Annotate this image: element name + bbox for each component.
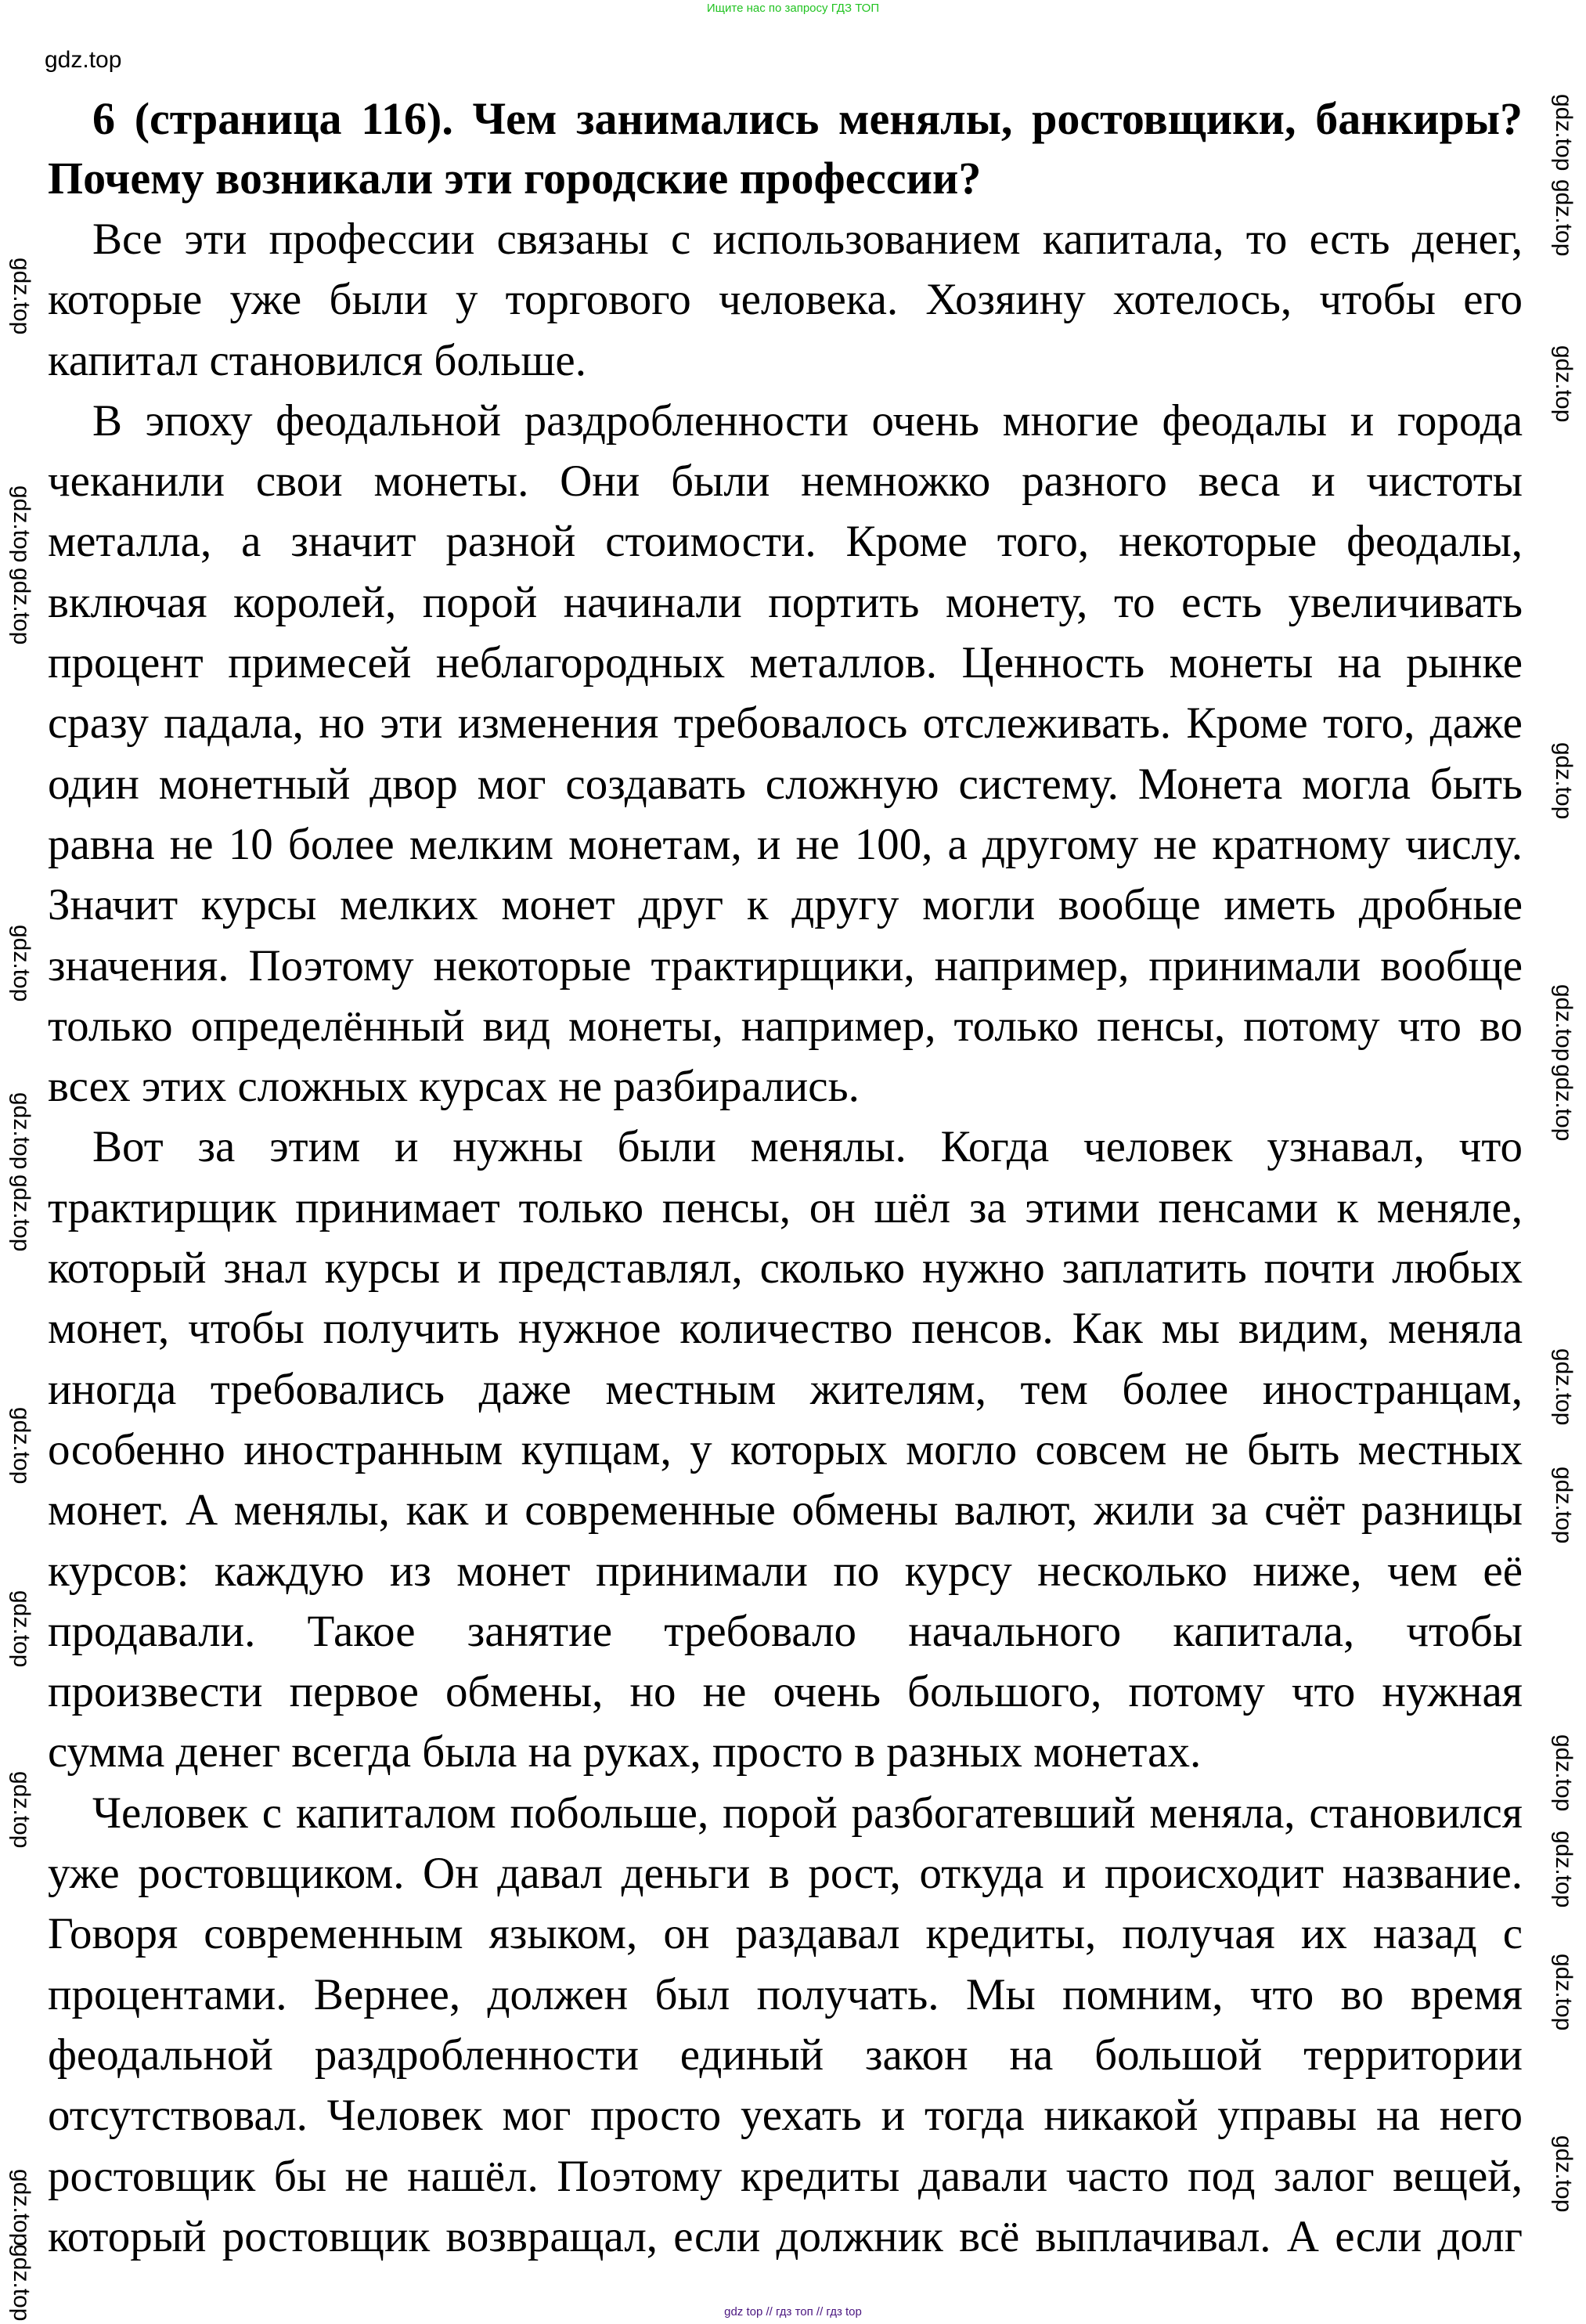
watermark-text: gdz.top xyxy=(9,568,34,645)
watermark-text: gdz.top xyxy=(1551,94,1577,171)
watermark-text: gdz.top xyxy=(9,1092,34,1170)
watermark-text: gdz.top xyxy=(9,485,34,563)
paragraph-line: процент примесей неблагородных металлов. Ценность монеты на рынке xyxy=(48,638,1523,688)
watermark-text: gdz.top xyxy=(45,47,122,73)
watermark-text: gdz.top xyxy=(1551,345,1577,423)
paragraph-line: равна не 10 более мелким монетам, и не 100, а другому не кратному числу. xyxy=(48,819,1523,869)
search-banner[interactable]: Ищите нас по запросу ГДЗ ТОП xyxy=(706,2,880,15)
answer-text xyxy=(48,209,1523,2267)
watermark-text: gdz.top xyxy=(1551,1954,1577,2031)
question-title xyxy=(48,89,1523,208)
paragraph-line: В эпоху феодальной раздробленности очень многие феодалы и города xyxy=(92,395,1523,446)
watermark-text: gdz.top xyxy=(9,1407,34,1485)
paragraph-line: ростовщик бы не нашёл. Поэтому кредиты давали часто под залог вещей, xyxy=(48,2151,1523,2201)
watermark-text: gdz.top xyxy=(9,258,34,335)
watermark-text: gdz.top xyxy=(9,925,34,1002)
watermark-text: gdz.top xyxy=(1551,1467,1577,1544)
footer-links[interactable]: gdz top // гдз топ // гдз top xyxy=(724,2305,862,2319)
watermark-text: gdz.top xyxy=(1551,1734,1577,1812)
watermark-text: gdz.top xyxy=(9,2169,34,2246)
watermark-text: gdz.top xyxy=(9,1771,34,1849)
paragraph-line: чеканили свои монеты. Они были немножко разного веса и чистоты xyxy=(48,456,1523,507)
watermark-text: gdz.top xyxy=(9,1590,34,1668)
paragraph-line: процентами. Вернее, должен был получать. Мы помним, что во время xyxy=(48,1969,1523,2019)
paragraph-line: Значит курсы мелких монет друг к другу могли вообще иметь дробные xyxy=(48,880,1523,930)
paragraph-line: который знал курсы и представлял, сколько нужно заплатить почти любых xyxy=(48,1243,1523,1294)
paragraph-line: Вот за этим и нужны были менялы. Когда человек узнавал, что xyxy=(92,1122,1523,1172)
paragraph-line: Говоря современным языком, он раздавал кредиты, получая их назад с xyxy=(48,1909,1523,1959)
paragraph-line: металла, а значит разной стоимости. Кроме того, некоторые феодалы, xyxy=(48,517,1523,567)
watermark-text: gdz.top xyxy=(1551,984,1577,1062)
paragraph-line: только определённый вид монеты, например, только пенсы, потому что во xyxy=(48,1001,1523,1051)
paragraph-line: особенно иностранным купцам, у которых могло совсем не быть местных xyxy=(48,1424,1523,1474)
paragraph-line: значения. Поэтому некоторые трактирщики, например, принимали вообще xyxy=(48,940,1523,991)
watermark-text: gdz.top xyxy=(9,1175,34,1252)
watermark-text: gdz.top xyxy=(1551,2135,1577,2213)
paragraph-line: продавали. Такое занятие требовало начального капитала, чтобы xyxy=(48,1606,1523,1656)
paragraph-line: иногда требовались даже местным жителям, тем более иностранцам, xyxy=(48,1364,1523,1414)
title-line: 6 (страница 116). Чем занимались менялы, ростовщики, банкиры? xyxy=(92,93,1523,144)
watermark-text: gdz.top xyxy=(1551,742,1577,820)
paragraph-line: сумма денег всегда была на руках, просто в разных монетах. xyxy=(48,1727,1202,1777)
watermark-text: gdz.top xyxy=(1551,1064,1577,1142)
paragraph-line: включая королей, порой начинали портить монету, то есть увеличивать xyxy=(48,577,1523,627)
paragraph-line: курсов: каждую из монет принимали по курсу несколько ниже, чем её xyxy=(48,1546,1523,1596)
paragraph-line: феодальной раздробленности единый закон на большой территории xyxy=(48,2030,1523,2080)
paragraph-line: Человек с капиталом побольше, порой разбогатевший меняла, становился xyxy=(92,1788,1523,1838)
paragraph-line: монет. А менялы, как и современные обмены валют, жили за счёт разницы xyxy=(48,1485,1523,1536)
paragraph-line: сразу падала, но эти изменения требовалось отслеживать. Кроме того, даже xyxy=(48,698,1523,749)
watermark-text: gdz.top xyxy=(9,2244,34,2322)
watermark-text: gdz.top xyxy=(1551,1348,1577,1426)
paragraph-line: всех этих сложных курсах не разбирались. xyxy=(48,1062,860,1112)
paragraph-line: уже ростовщиком. Он давал деньги в рост, откуда и происходит название. xyxy=(48,1849,1523,1899)
paragraph-line: капитал становился больше. xyxy=(48,335,586,385)
watermark-text: gdz.top xyxy=(1551,1831,1577,1908)
paragraph-line: трактирщик принимает только пенсы, он шёл за этими пенсами к меняле, xyxy=(48,1182,1523,1232)
paragraph-line: монет, чтобы получить нужное количество пенсов. Как мы видим, меняла xyxy=(48,1304,1523,1354)
paragraph-line: произвести первое обмены, но не очень большого, потому что нужная xyxy=(48,1667,1523,1717)
title-line: Почему возникали эти городские профессии? xyxy=(48,153,982,204)
paragraph-line: один монетный двор мог создавать сложную систему. Монета могла быть xyxy=(48,759,1523,809)
watermark-text: gdz.top xyxy=(1551,179,1577,257)
paragraph-line: которые уже были у торгового человека. Хозяину хотелось, чтобы его xyxy=(48,275,1523,325)
paragraph-line: Все эти профессии связаны с использованием капитала, то есть денег, xyxy=(92,215,1523,264)
paragraph-line: отсутствовал. Человек мог просто уехать и тогда никакой управы на него xyxy=(48,2091,1523,2141)
paragraph-line: который ростовщик возвращал, если должник всё выплачивал. А если долг xyxy=(48,2211,1523,2261)
